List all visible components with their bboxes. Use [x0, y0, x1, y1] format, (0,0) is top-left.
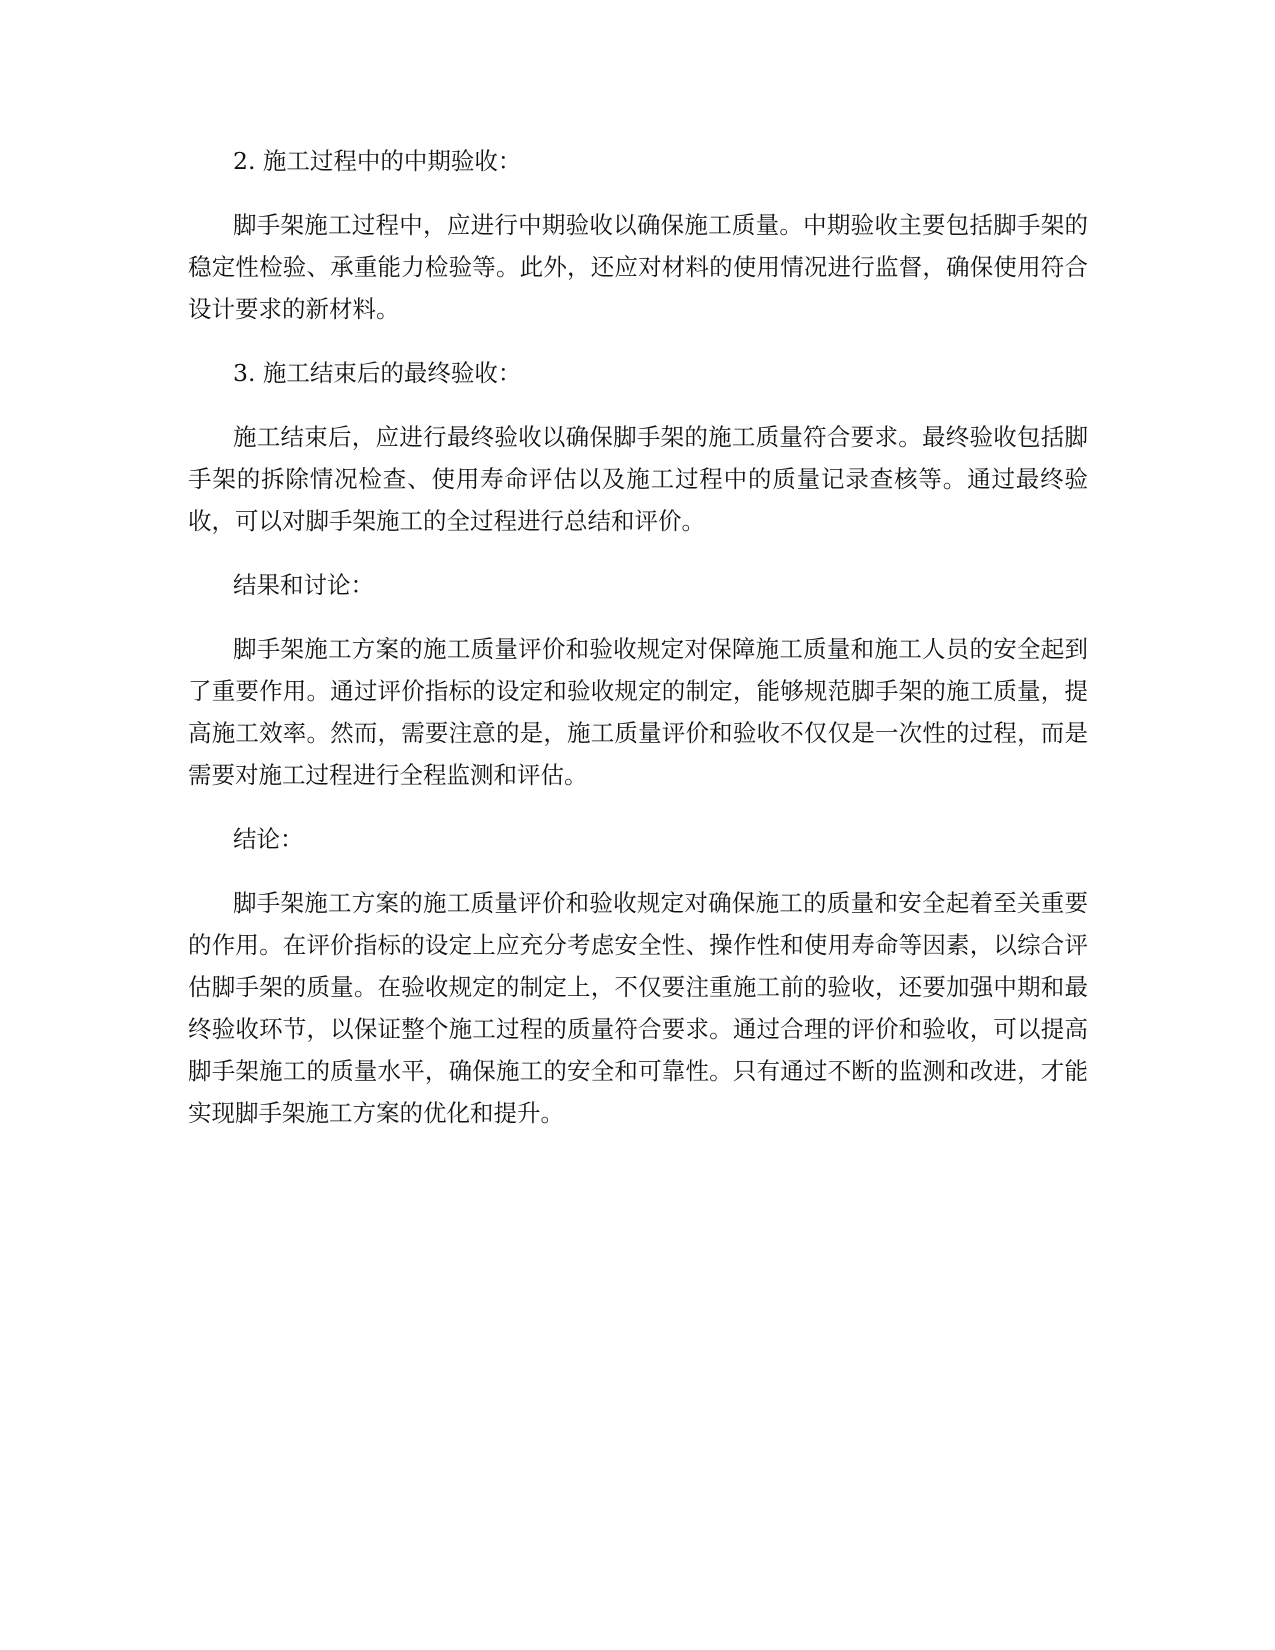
- paragraph-mid-acceptance: 脚手架施工过程中，应进行中期验收以确保施工质量。中期验收主要包括脚手架的稳定性检验、承重能力检验等。此外，还应对材料的使用情况进行监督，确保使用符合设计要求的新材料。: [188, 211, 1088, 323]
- document-body: [188, 140, 1088, 1156]
- section-heading-conclusion: 结论：: [233, 825, 304, 853]
- section-heading-mid-acceptance: 2. 施工过程中的中期验收：: [233, 147, 522, 175]
- paragraph-results-discussion: 脚手架施工方案的施工质量评价和验收规定对保障施工质量和施工人员的安全起到了重要作用。通过评价指标的设定和验收规定的制定，能够规范脚手架的施工质量，提高施工效率。然而，需要注意的是，施工质量评价和验收不仅仅是一次性的过程，而是需要对施工过程进行全程监测和评估。: [188, 635, 1088, 789]
- section-heading-final-acceptance: 3. 施工结束后的最终验收：: [233, 359, 522, 387]
- section-heading-results-discussion: 结果和讨论：: [233, 571, 374, 599]
- paragraph-conclusion: 脚手架施工方案的施工质量评价和验收规定对确保施工的质量和安全起着至关重要的作用。在评价指标的设定上应充分考虑安全性、操作性和使用寿命等因素，以综合评估脚手架的质量。在验收规定的制定上，不仅要注重施工前的验收，还要加强中期和最终验收环节，以保证整个施工过程的质量符合要求。通过合理的评价和验收，可以提高脚手架施工的质量水平，确保施工的安全和可靠性。只有通过不断的监测和改进，才能实现脚手架施工方案的优化和提升。: [188, 889, 1088, 1127]
- paragraph-final-acceptance: 施工结束后，应进行最终验收以确保脚手架的施工质量符合要求。最终验收包括脚手架的拆除情况检查、使用寿命评估以及施工过程中的质量记录查核等。通过最终验收，可以对脚手架施工的全过程进行总结和评价。: [188, 423, 1088, 535]
